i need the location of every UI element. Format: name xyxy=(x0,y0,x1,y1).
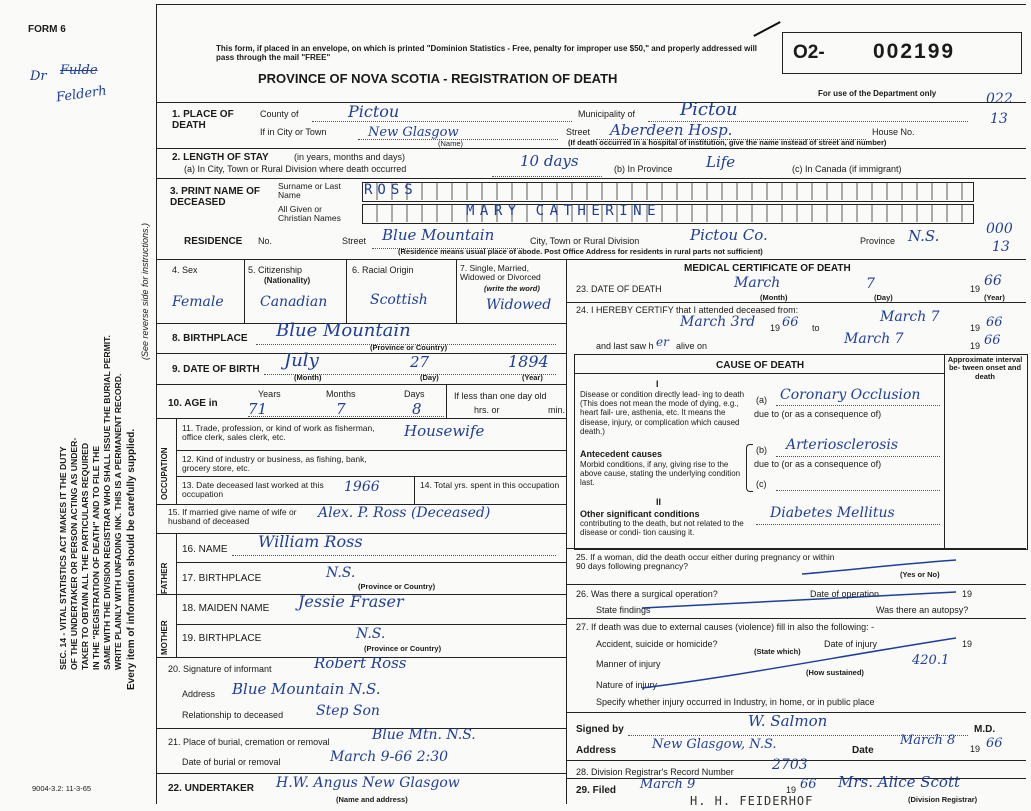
center-divider xyxy=(566,259,567,804)
birthplace-label: 8. BIRTHPLACE xyxy=(172,333,248,344)
filed-year-prefix: 19 xyxy=(786,785,797,795)
record-number-label: 28. Division Registrar's Record Number xyxy=(576,767,734,777)
operation-date-label: Date of operation xyxy=(810,589,880,599)
signed-label: Signed by xyxy=(576,724,624,735)
where-label: Specify whether injury occurred in Industry, in home, or in public place xyxy=(596,697,875,707)
rule-12 xyxy=(176,450,566,451)
cause-a-label: (a) xyxy=(756,395,767,405)
father-birthplace-sub: (Province or Country) xyxy=(358,582,436,591)
total-years-label: 14. Total yrs. spent in this occupation xyxy=(420,480,560,490)
county-label: County of xyxy=(260,109,299,119)
interval-divider xyxy=(944,354,945,548)
filed-label: 29. Filed xyxy=(576,785,617,796)
attended-y1: 66 xyxy=(782,315,799,330)
roman-1: I xyxy=(656,379,659,389)
print-code: 9004-3.2: 11-3-65 xyxy=(32,784,92,793)
cause-b-line xyxy=(776,456,940,457)
dob-year: 1894 xyxy=(508,352,549,371)
age-min: min. xyxy=(548,405,566,415)
how-sustained: (How sustained) xyxy=(806,668,864,677)
r4-v3 xyxy=(456,259,457,323)
stamp: H. H. FEIDERHOF xyxy=(690,794,814,808)
dod-year-prefix: 19 xyxy=(970,284,981,294)
father-birthplace-value: N.S. xyxy=(326,565,356,581)
dob-month-sub: (Month) xyxy=(294,373,322,382)
other-label: Other significant conditions xyxy=(580,509,700,519)
attended-y2: 66 xyxy=(986,315,1003,330)
undertaker-label: 22. UNDERTAKER xyxy=(168,783,254,794)
side-notice-5: SAME WITH THE DIVISION REGISTRAR WHO SHALL ISSUE THE BURIAL PERMIT. xyxy=(102,335,112,670)
side-notice-6: WRITE PLAINLY WITH UNFADING INK. THIS IS A PERMANENT RECORD. xyxy=(113,373,123,670)
autopsy-label: Was there an autopsy? xyxy=(876,605,969,615)
top-border xyxy=(156,4,1026,5)
occ-v xyxy=(176,418,177,504)
cause-a-value: Coronary Occlusion xyxy=(780,387,921,403)
residence-street-label: Street xyxy=(342,236,367,246)
surgery-label: 26. Was there a surgical operation? xyxy=(576,589,718,599)
age-months-value: 7 xyxy=(336,400,346,418)
alive-label: alive on xyxy=(676,341,708,351)
findings-label: State findings xyxy=(596,605,651,615)
father-label: FATHER xyxy=(160,562,169,594)
side-notice-3: TAKER TO OBTAIN ALL THE PARTICULARS REQUIRED xyxy=(80,442,90,670)
last-worked-value: 1966 xyxy=(344,479,380,495)
birthplace-value: Blue Mountain xyxy=(276,320,411,341)
informant-addr-label: Address xyxy=(182,689,216,699)
stay-b-value: Life xyxy=(706,153,736,171)
signed-md: M.D. xyxy=(974,724,996,735)
name-grid xyxy=(362,182,974,224)
rule-main xyxy=(156,259,1026,260)
code-value: 420.1 xyxy=(912,653,950,668)
municipality-value: Pictou xyxy=(680,99,738,120)
rule-13 xyxy=(176,476,566,477)
age-years-label: Years xyxy=(258,389,281,399)
left-border xyxy=(156,4,157,804)
last-worked-label: 13. Date deceased last worked at this occupation xyxy=(182,480,324,500)
brace xyxy=(746,444,753,492)
side-notice-1: SEC. 14 - VITAL STATISTICS ACT MAKES IT THE DUTY xyxy=(58,446,68,670)
informant-addr-value: Blue Mountain N.S. xyxy=(232,680,381,698)
dept-code-b: 13 xyxy=(990,111,1008,127)
other-sub: contributing to the death, but not related to the disease or condi- tion causing it. xyxy=(580,519,744,537)
filed-month: March 9 xyxy=(640,777,696,792)
occupation-label: OCCUPATION xyxy=(160,447,169,500)
dob-label: 9. DATE OF BIRTH xyxy=(172,364,260,375)
marital-label: 7. Single, Married, Widowed or Divorced xyxy=(460,263,541,283)
birthplace-sub: (Province or Country) xyxy=(370,343,448,352)
undertaker-sub: (Name and address) xyxy=(336,795,408,804)
burial-value: Blue Mtn. N.S. xyxy=(372,727,476,743)
pregnancy-strike xyxy=(800,558,960,578)
attended-y1-prefix: 19 xyxy=(770,323,781,333)
trade-label: 11. Trade, profession, or kind of work as fisherman, office clerk, sales clerk, etc. xyxy=(182,423,375,443)
residence-city-label: City, Town or Rural Division xyxy=(530,236,640,246)
municipality-label: Municipality of xyxy=(578,109,636,119)
residence-city-value: Pictou Co. xyxy=(690,226,768,244)
father-name-value: William Ross xyxy=(258,532,363,551)
stay-a-value: 10 days xyxy=(520,152,579,170)
last-saw-her: er xyxy=(656,335,669,349)
residence-label: RESIDENCE xyxy=(184,236,243,247)
side-notice-4: IN THE "REGISTRATION OF DEATH" AND TO FILE THE xyxy=(91,445,101,670)
residence-street-value: Blue Mountain xyxy=(382,226,495,244)
margin-note-3: Felderh xyxy=(55,83,108,106)
interval-label: Approximate interval be- tween onset and death xyxy=(947,355,1023,381)
rule-11 xyxy=(156,418,566,419)
margin-note-2: Fulde xyxy=(60,63,98,78)
signed-year: 66 xyxy=(986,736,1003,751)
industry-label: 12. Kind of industry or business, as fishing, bank, grocery store, etc. xyxy=(182,454,367,474)
informant-label: 20. Signature of informant xyxy=(168,664,272,674)
other-value: Diabetes Mellitus xyxy=(770,505,895,521)
age-label: 10. AGE in xyxy=(168,398,218,409)
form-title: PROVINCE OF NOVA SCOTIA - REGISTRATION OF DEATH xyxy=(258,71,618,86)
rule-s2-top xyxy=(156,148,1026,149)
pregnancy-label: 25. If a woman, did the death occur either during pregnancy or within 90 days following pregnancy? xyxy=(576,552,835,572)
age-months-label: Months xyxy=(326,389,356,399)
direct-label: Disease or condition directly lead- ing to death (This does not mean the mode of dying, e.g., heart fail- ure, asthenia, etc. It means the disease, injury, or complication which caused death.) xyxy=(580,390,745,436)
spouse-label: 15. If married give name of wife or husband of deceased xyxy=(168,507,297,527)
margin-note-1: Dr xyxy=(30,69,47,84)
dod-month: March xyxy=(734,275,781,291)
length-of-stay-label: 2. LENGTH OF STAY xyxy=(172,152,269,163)
dob-day: 27 xyxy=(410,353,430,371)
signed-addr-value: New Glasgow, N.S. xyxy=(652,737,777,752)
cause-a-line xyxy=(776,405,940,406)
rule-s1-top xyxy=(156,102,1026,103)
cause-b-value: Arteriosclerosis xyxy=(786,437,899,453)
residence-prov-label: Province xyxy=(860,236,896,246)
burial-date-label: Date of burial or removal xyxy=(182,757,281,767)
envelope-note: This form, if placed in an envelope, on which is printed "Dominion Statistics - Free, penalty for improper use $50," and properly addressed will pass through the mail "FREE" xyxy=(216,44,758,62)
residence-prov-value: N.S. xyxy=(908,227,940,245)
print-name-label: 3. PRINT NAME OF DECEASED xyxy=(170,186,261,208)
residence-no-label: No. xyxy=(258,236,273,246)
attended-label: 24. I HEREBY CERTIFY that I attended deceased from: xyxy=(576,305,799,315)
age-lt-label: If less than one day old xyxy=(454,391,547,401)
name-note: (Name) xyxy=(438,139,464,148)
rule-25 xyxy=(566,548,1026,549)
burial-date-value: March 9-66 2:30 xyxy=(330,749,449,765)
department-use: For use of the Department only xyxy=(818,89,937,98)
age-days-value: 8 xyxy=(412,400,422,418)
cause-b-label: (b) xyxy=(756,445,767,455)
pregnancy-sub: (Yes or No) xyxy=(900,570,940,579)
age-hrs: hrs. or xyxy=(474,405,500,415)
side-notice-2: OF THE UNDERTAKER OR PERSON ACTING AS UNDER- xyxy=(69,437,79,670)
dod-day-sub: (Day) xyxy=(874,293,893,302)
marital-value: Widowed xyxy=(486,297,552,313)
form-number: FORM 6 xyxy=(28,24,66,35)
surname-label: Surname or Last Name xyxy=(278,181,341,201)
filed-registrar-sub: (Division Registrar) xyxy=(908,795,978,804)
accident-label: Accident, suicide or homicide? xyxy=(596,639,718,649)
side-notice-8: (See reverse side for instructions.) xyxy=(140,222,150,360)
rule-24 xyxy=(566,302,1026,303)
rule-10 xyxy=(156,384,566,385)
cause-c-label: (c) xyxy=(756,479,767,489)
age-line xyxy=(248,416,444,417)
signed-value: W. Salmon xyxy=(748,712,828,730)
rule-9 xyxy=(156,353,566,354)
street-value: Aberdeen Hosp. xyxy=(610,121,733,139)
attended-to: March 7 xyxy=(880,309,940,325)
due-to-2: due to (or as a consequence of) xyxy=(754,459,882,469)
dob-month: July xyxy=(284,350,319,371)
dod-year: 66 xyxy=(984,273,1002,289)
city-label: If in City or Town xyxy=(260,127,327,137)
attended-y2-prefix: 19 xyxy=(970,323,981,333)
citizenship-value: Canadian xyxy=(260,294,328,310)
reg-number: 002199 xyxy=(873,40,956,63)
due-to-1: due to (or as a consequence of) xyxy=(754,409,882,419)
dept-code-c: 000 xyxy=(986,221,1013,237)
rule-22 xyxy=(156,773,566,774)
attended-to-label: to xyxy=(812,323,820,333)
filed-year: 66 xyxy=(800,777,817,792)
county-value: Pictou xyxy=(348,102,400,121)
given-label: All Given or Christian Names xyxy=(278,204,341,224)
age-years-value: 71 xyxy=(248,400,268,418)
mother-birthplace-sub: (Province or Country) xyxy=(364,644,442,653)
dod-month-sub: (Month) xyxy=(760,293,788,302)
filed-registrar: Mrs. Alice Scott xyxy=(838,773,960,791)
house-label: House No. xyxy=(872,127,915,137)
nature-label: Nature of injury xyxy=(596,680,658,690)
surname-value: ROSS xyxy=(364,182,418,198)
alive-y-prefix: 19 xyxy=(970,341,981,351)
rule-19 xyxy=(176,624,566,625)
parent-v xyxy=(176,533,177,657)
dept-code-a: 022 xyxy=(986,91,1013,107)
stay-c-label: (c) In Canada (if immigrant) xyxy=(792,164,902,174)
header-slash xyxy=(753,21,780,37)
manner-label: Manner of injury xyxy=(596,659,661,669)
mother-birthplace-label: 19. BIRTHPLACE xyxy=(182,633,262,644)
alive-date: March 7 xyxy=(844,331,904,347)
city-value: New Glasgow xyxy=(368,125,459,140)
rule-21 xyxy=(156,728,566,729)
signed-date-value: March 8 xyxy=(900,733,956,748)
rule-s3-top xyxy=(156,178,1026,179)
informant-value: Robert Ross xyxy=(314,654,407,672)
racial-origin-value: Scottish xyxy=(370,292,428,308)
county-line xyxy=(312,121,572,122)
rule-17 xyxy=(176,562,566,563)
age-divider xyxy=(446,384,447,418)
age-days-label: Days xyxy=(404,389,425,399)
maiden-name-value: Jessie Fraser xyxy=(298,592,404,611)
racial-origin-label: 6. Racial Origin xyxy=(352,265,414,275)
rule-26 xyxy=(566,584,1026,585)
signed-date-label: Date xyxy=(852,745,874,756)
mother-birthplace-value: N.S. xyxy=(356,626,386,642)
mother-label: MOTHER xyxy=(160,620,169,655)
relationship-label: Relationship to deceased xyxy=(182,710,284,720)
stay-a-label: (a) In City, Town or Rural Division where death occurred xyxy=(184,164,407,174)
reg-prefix: O2- xyxy=(793,42,825,63)
length-of-stay-sub: (in years, months and days) xyxy=(294,152,406,162)
r4-v1 xyxy=(244,259,245,323)
record-number-value: 2703 xyxy=(772,757,808,773)
citizenship-sub: (Nationality) xyxy=(264,276,311,285)
undertaker-value: H.W. Angus New Glasgow xyxy=(276,775,460,791)
sex-value: Female xyxy=(172,294,224,310)
r4-v2 xyxy=(346,259,347,323)
sex-label: 4. Sex xyxy=(172,265,198,275)
alive-year: 66 xyxy=(984,333,1001,348)
signed-year-prefix: 19 xyxy=(970,744,981,754)
surgery-strike xyxy=(640,590,960,612)
spouse-value: Alex. P. Ross (Deceased) xyxy=(318,505,491,521)
side-notice-7: Every item of information should be carefully supplied. xyxy=(126,428,137,690)
street-label: Street xyxy=(566,127,591,137)
rule-27 xyxy=(566,618,1026,619)
state-which: (State which) xyxy=(754,647,801,656)
maiden-name-label: 18. MAIDEN NAME xyxy=(182,603,270,614)
external-label: 27. If death was due to external causes (violence) fill in also the following: - xyxy=(576,622,875,632)
father-name-label: 16. NAME xyxy=(182,544,228,555)
cause-title-rule xyxy=(574,373,944,374)
marital-sub: (write the word) xyxy=(484,284,540,293)
medical-cert-title: MEDICAL CERTIFICATE OF DEATH xyxy=(684,263,851,274)
dob-day-sub: (Day) xyxy=(420,373,439,382)
dept-code-d: 13 xyxy=(992,239,1010,255)
injury-date-label: Date of injury xyxy=(824,639,878,649)
place-of-death-label: 1. PLACE OF DEATH xyxy=(172,109,234,131)
father-line xyxy=(232,555,556,556)
father-birthplace-label: 17. BIRTHPLACE xyxy=(182,573,262,584)
other-line xyxy=(756,524,940,525)
dod-year-sub: (Year) xyxy=(984,293,1005,302)
trade-value: Housewife xyxy=(404,422,485,440)
hospital-note: (If death occurred in a hospital of institution, give the name instead of street and number) xyxy=(568,138,887,147)
roman-2: II xyxy=(656,497,662,507)
dob-year-sub: (Year) xyxy=(522,373,543,382)
burial-label: 21. Place of burial, cremation or removal xyxy=(168,737,330,747)
relationship-value: Step Son xyxy=(316,703,380,719)
citizenship-label: 5. Citizenship xyxy=(248,265,303,275)
occ-v2 xyxy=(414,476,415,504)
residence-note: (Residence means usual place of abode. Post Office Address for residents in rural parts not sufficient) xyxy=(398,247,763,256)
operation-year-prefix: 19 xyxy=(962,589,973,599)
injury-year-prefix: 19 xyxy=(962,639,973,649)
cause-title: CAUSE OF DEATH xyxy=(716,360,805,371)
cause-c-line xyxy=(776,490,940,491)
antecedent-sub: Morbid conditions, if any, giving rise to the above cause, stating the underlying condition last. xyxy=(580,460,741,487)
dod-day: 7 xyxy=(866,276,875,292)
attended-from: March 3rd xyxy=(680,314,756,330)
signed-addr-label: Address xyxy=(576,745,617,756)
external-strike xyxy=(640,636,960,692)
registration-number-box xyxy=(782,32,1022,74)
date-of-death-label: 23. DATE OF DEATH xyxy=(576,284,662,294)
stay-a-line xyxy=(492,176,602,177)
antecedent-label: Antecedent causes xyxy=(580,449,663,459)
stay-b-label: (b) In Province xyxy=(614,164,673,174)
last-saw-label: and last saw h xyxy=(596,341,654,351)
given-value: MARY CATHERINE xyxy=(466,203,662,219)
